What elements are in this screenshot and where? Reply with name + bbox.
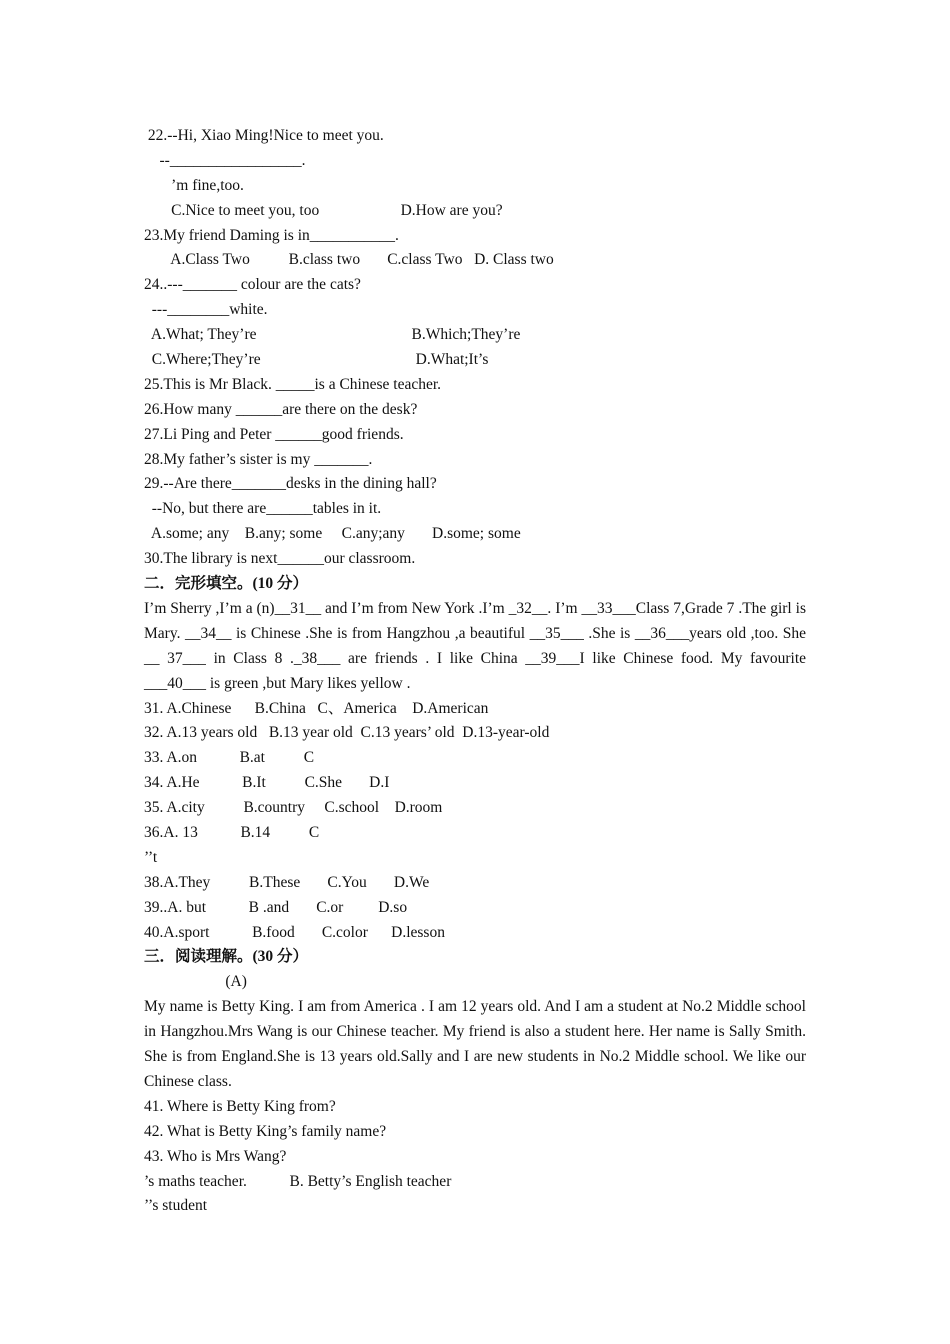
question-line: 26.How many ______are there on the desk? (144, 400, 418, 418)
question-line: 24..---_______ colour are the cats? (144, 276, 361, 294)
question-line: 29.--Are there_______desks in the dining hall? (144, 475, 437, 493)
cloze-options (144, 697, 806, 946)
option-line: C.Where;They’re D.What;It’s (144, 351, 489, 369)
option-line: 40.A.sport B.food C.color D.lesson (144, 923, 445, 941)
document-page (144, 124, 806, 1219)
question-line: 25.This is Mr Black. _____is a Chinese teacher. (144, 375, 442, 393)
cloze-passage: I’m Sherry ,I’m a (n)__31__ and I’m from New York .I’m _32__. I’m __33___Class 7,Grade 7 .The girl is Mary. __34__ is Chinese .She is from Hangzhou ,a beautiful __35___ .She is __36___years old ,too. She __ 37___ in Class 8 ._38___ are friends . I like China __39___I like Chinese food. My favourite ___40___ is green ,but Mary likes yellow . (144, 599, 806, 692)
option-line: 32. A.13 years old B.13 year old C.13 years’ old D.13-year-old (144, 724, 550, 742)
option-line: C.Nice to meet you, too D.How are you? (144, 201, 503, 219)
question-line: 23.My friend Daming is in___________. (144, 226, 399, 244)
option-line: 35. A.city B.country C.school D.room (144, 799, 443, 817)
question-line: 27.Li Ping and Peter ______good friends. (144, 425, 404, 443)
question-line: 30.The library is next______our classroom. (144, 550, 416, 568)
option-line: A.some; any B.any; some C.any;any D.some; some (144, 525, 521, 543)
option-line: ’’t (144, 848, 158, 866)
option-line: 39..A. but B .and C.or D.so (144, 898, 408, 916)
option-line: ’s maths teacher. B. Betty’s English teacher (144, 1172, 452, 1190)
option-line: 38.A.They B.These C.You D.We (144, 873, 430, 891)
option-line: 34. A.He B.It C.She D.I (144, 774, 390, 792)
question-line: 22.--Hi, Xiao Ming!Nice to meet you. (144, 127, 384, 144)
option-line: 31. A.Chinese B.China C、America D.American (144, 699, 489, 717)
question-line: --No, but there are______tables in it. (144, 500, 382, 518)
question-line: --_________________. (144, 151, 306, 169)
option-line: ’’s student (144, 1197, 207, 1215)
option-line: 36.A. 13 B.14 C (144, 824, 320, 841)
option-line: 33. A.on B.at C (144, 749, 315, 767)
question-line: 42. What is Betty King’s family name? (144, 1122, 387, 1140)
reading-passage: My name is Betty King. I am from America . I am 12 years old. And I am a student at No.2 Middle school in Hangzhou.Mrs Wang is our Chinese teacher. My friend is also a student here. Her name is Sally Smith. She is from England.She is 13 years old.Sally and I are new students in No.2 Middle school. We like our Chinese class. (144, 998, 806, 1090)
option-line: ’m fine,too. (144, 176, 244, 194)
question-line: ---________white. (144, 301, 268, 319)
question-line: 28.My father’s sister is my _______. (144, 450, 373, 468)
question-line: 41. Where is Betty King from? (144, 1097, 336, 1115)
option-line: A.What; They’re B.Which;They’re (144, 326, 521, 344)
section-3-heading: 三．阅读理解。(30 分） (144, 948, 309, 966)
question-line: 43. Who is Mrs Wang? (144, 1147, 287, 1165)
reading-questions (144, 1095, 806, 1219)
option-line: A.Class Two B.class two C.class Two D. Class two (144, 251, 554, 269)
passage-label: (A) (144, 973, 247, 991)
questions-22-30 (144, 124, 806, 572)
section-2-heading: 二．完形填空。(10 分） (144, 575, 309, 593)
